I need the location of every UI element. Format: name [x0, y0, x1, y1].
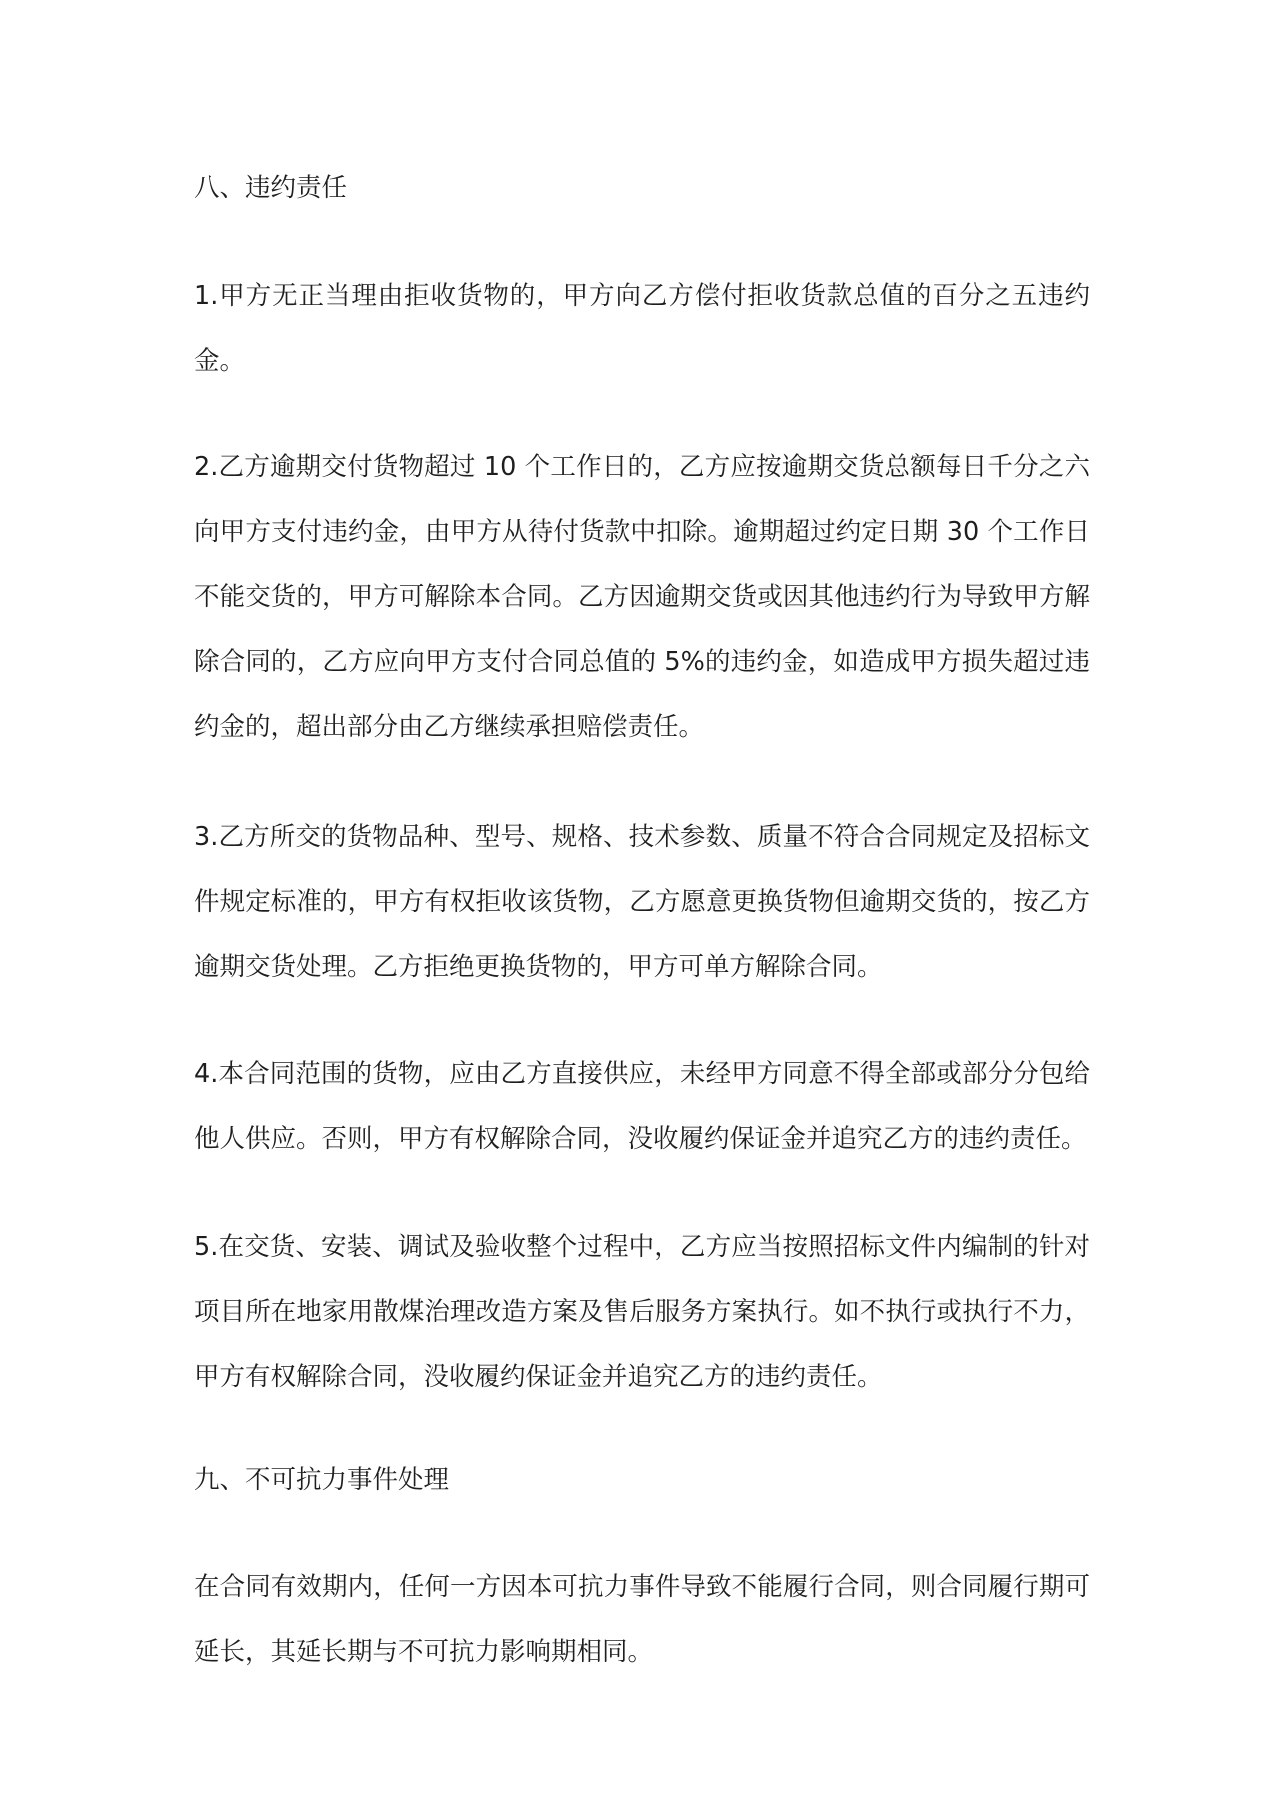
clause-4-paragraph: 4.本合同范围的货物，应由乙方直接供应，未经甲方同意不得全部或部分分包给他人供应。否则，甲方有权解除合同，没收履约保证金并追究乙方的违约责任。 — [194, 1059, 1090, 1154]
section-heading-breach-liability: 八、违约责任 — [194, 173, 348, 203]
clause-1-paragraph: 1.甲方无正当理由拒收货物的，甲方向乙方偿付拒收货款总值的百分之五违约金。 — [194, 281, 1090, 376]
clause-2-paragraph: 2.乙方逾期交付货物超过 10 个工作日的，乙方应按逾期交货总额每日千分之六向甲方支付违约金，由甲方从待付货款中扣除。逾期超过约定日期 30 个工作日不能交货的，甲方可解除本合同。乙方因逾期交货或因其他违约行为导致甲方解除合同的，乙方应向甲方支付合同总值的 5%的违约金，如造成甲方损失超过违约金的，超出部分由乙方继续承担赔偿责任。 — [194, 452, 1090, 742]
clause-5-paragraph: 5.在交货、安装、调试及验收整个过程中，乙方应当按照招标文件内编制的针对项目所在地家用散煤治理改造方案及售后服务方案执行。如不执行或执行不力，甲方有权解除合同，没收履约保证金并追究乙方的违约责任。 — [194, 1232, 1090, 1392]
section-heading-force-majeure: 九、不可抗力事件处理 — [194, 1465, 450, 1495]
force-majeure-paragraph: 在合同有效期内，任何一方因本可抗力事件导致不能履行合同，则合同履行期可延长，其延长期与不可抗力影响期相同。 — [194, 1572, 1090, 1667]
clause-3-paragraph: 3.乙方所交的货物品种、型号、规格、技术参数、质量不符合合同规定及招标文件规定标准的，甲方有权拒收该货物，乙方愿意更换货物但逾期交货的，按乙方逾期交货处理。乙方拒绝更换货物的，甲方可单方解除合同。 — [194, 822, 1090, 982]
document-body — [194, 156, 1090, 1726]
